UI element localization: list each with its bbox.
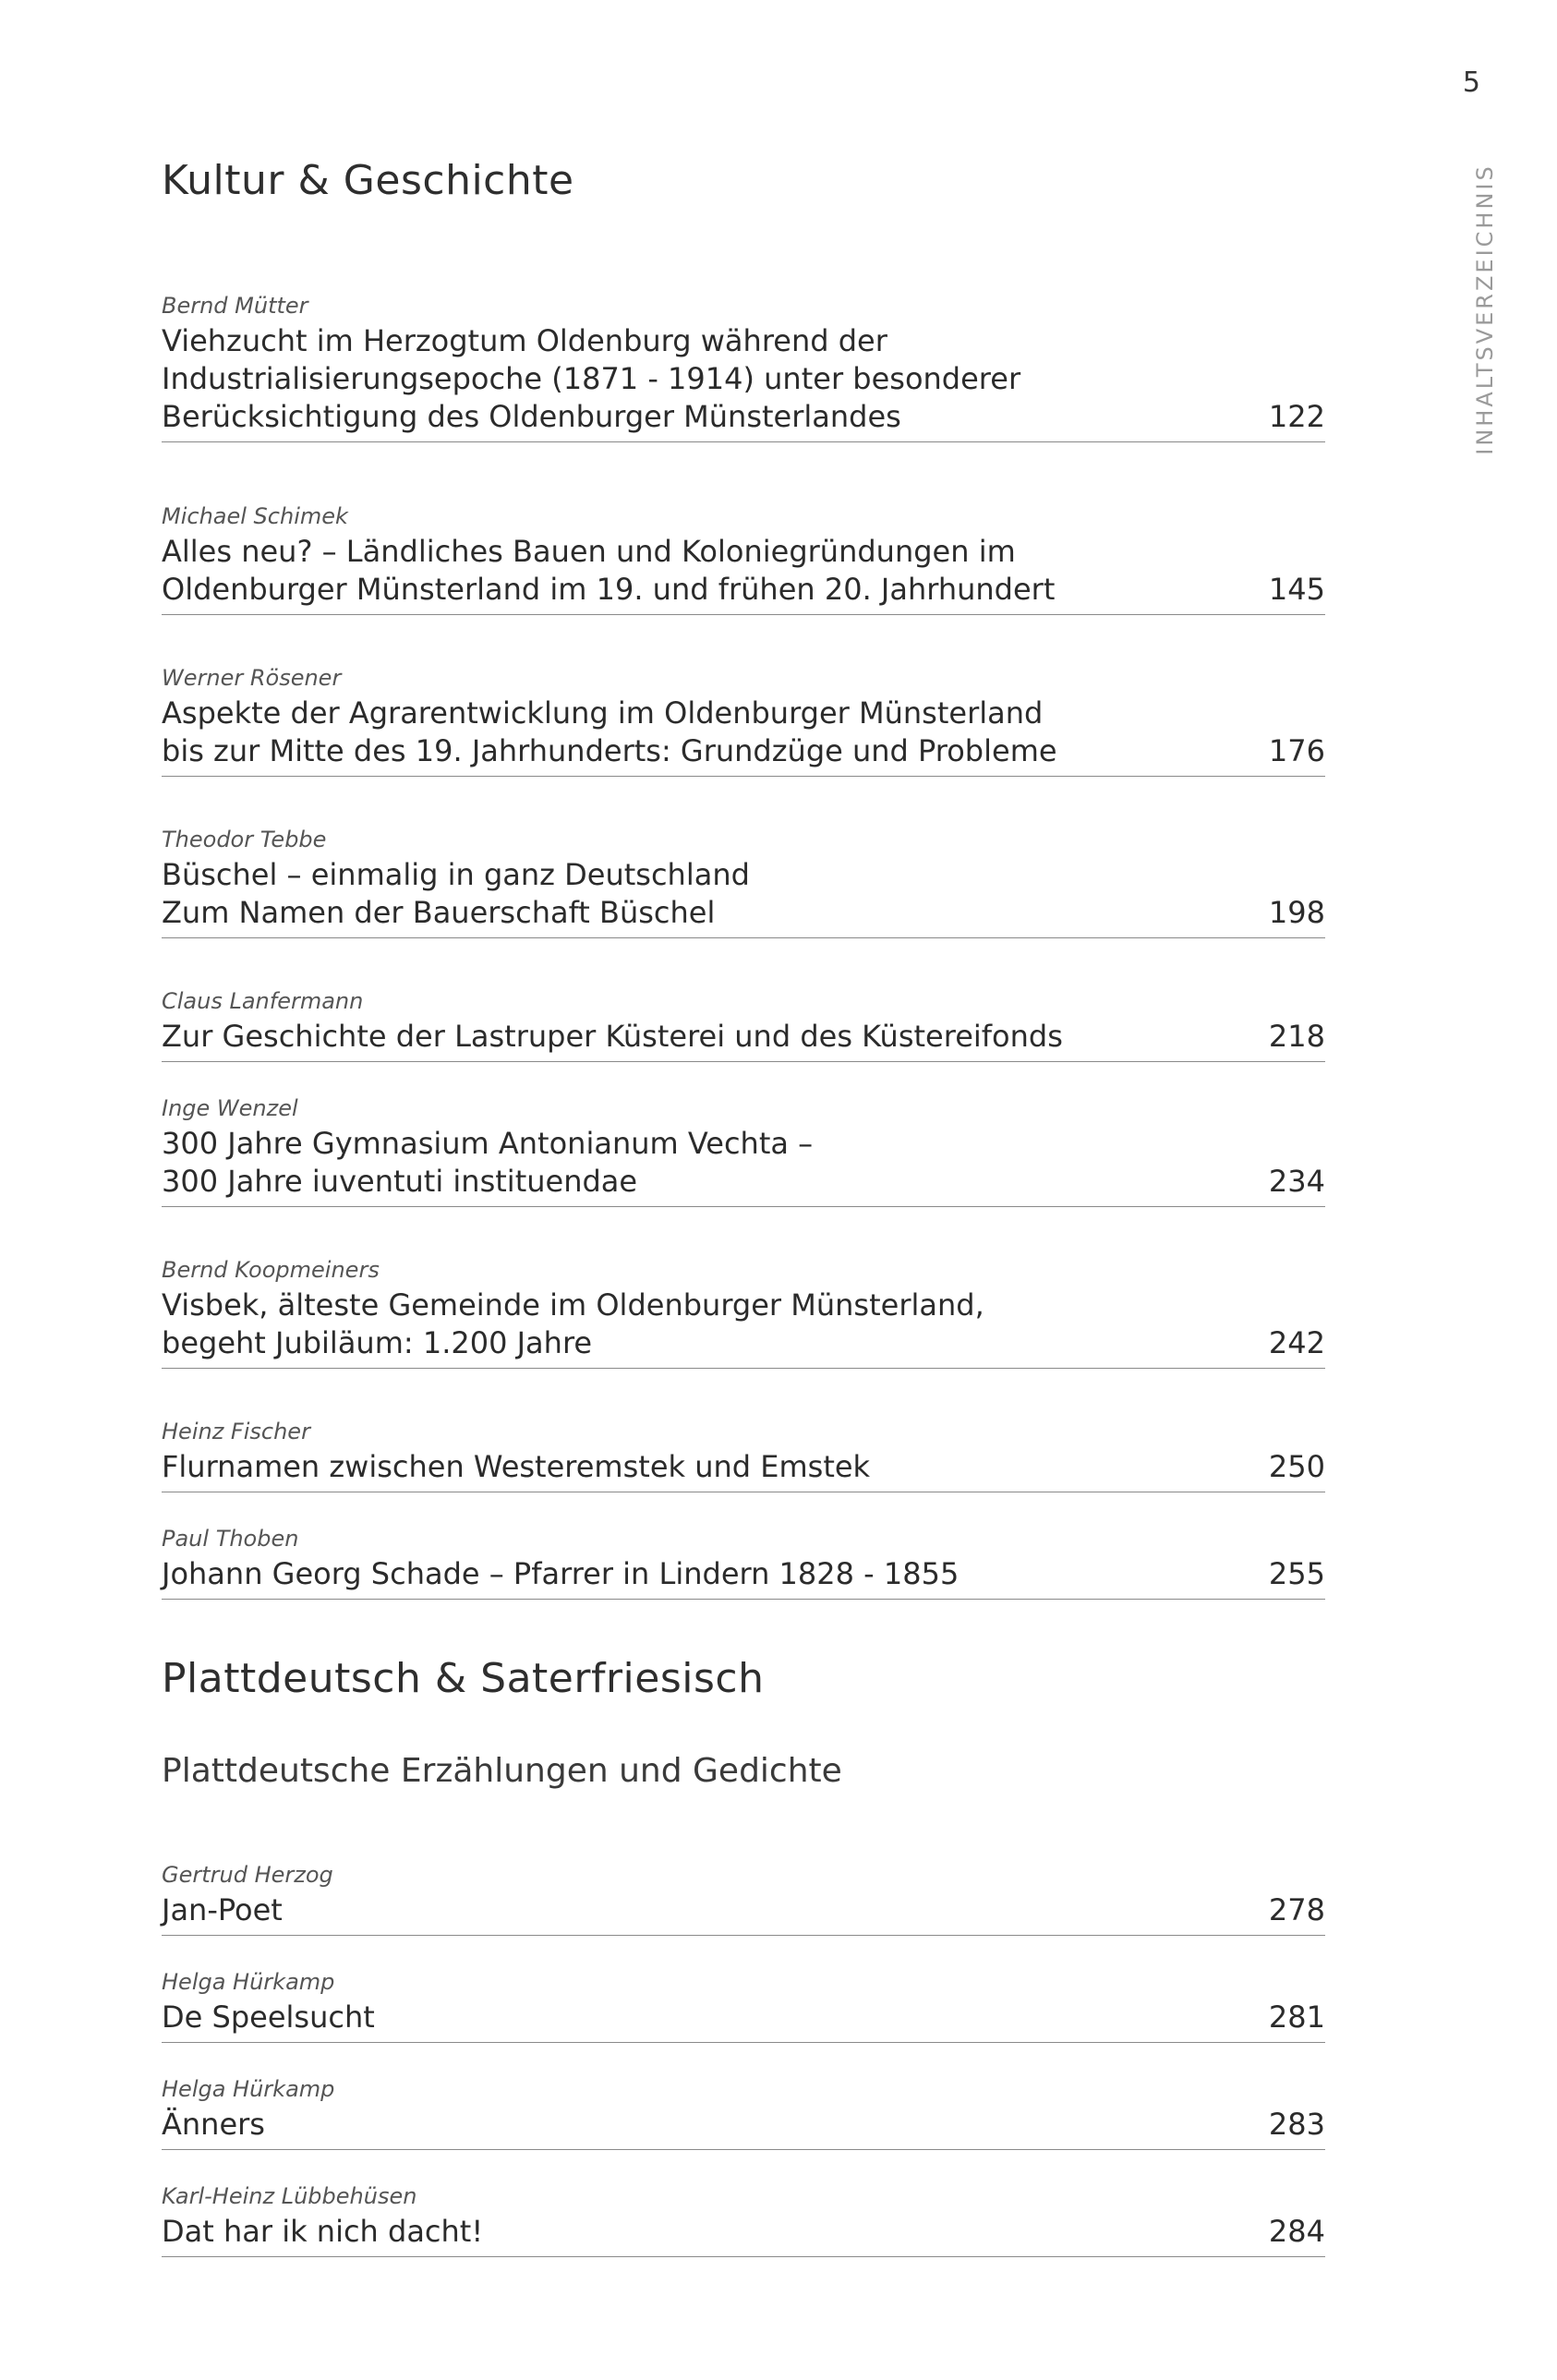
entry-title: 300 Jahre Gymnasium Antonianum Vechta – 300 Jahre iuventuti instituendae xyxy=(162,1126,814,1199)
entry-title: Dat har ik nich dacht! xyxy=(162,2214,484,2249)
entry-page: 218 xyxy=(1268,1019,1325,1054)
entry-page: 250 xyxy=(1268,1449,1325,1484)
toc-entry xyxy=(162,1417,1325,1492)
entry-author: Bernd Mütter xyxy=(162,293,308,319)
toc-entry xyxy=(162,501,1325,615)
entry-title: Alles neu? – Ländliches Bauen und Koloniegründungen im Oldenburger Münsterland im 19. und frühen 20. Jahrhundert xyxy=(162,534,1056,607)
entry-page: 176 xyxy=(1268,733,1325,768)
side-label xyxy=(1471,157,1499,462)
toc-entry xyxy=(162,1860,1325,1936)
entry-title: Jan-Poet xyxy=(162,1892,283,1927)
entry-page: 283 xyxy=(1268,2107,1325,2142)
entry-title: Zur Geschichte der Lastruper Küsterei und des Küstereifonds xyxy=(162,1019,1063,1054)
entry-page: 198 xyxy=(1268,895,1325,930)
toc-entry xyxy=(162,291,1325,442)
entry-author: Heinz Fischer xyxy=(162,1419,310,1444)
toc-entry xyxy=(162,986,1325,1062)
toc-entry xyxy=(162,2074,1325,2150)
entry-author: Paul Thoben xyxy=(162,1526,299,1552)
toc-entry xyxy=(162,825,1325,938)
entry-title: Viehzucht im Herzogtum Oldenburg während der Industrialisierungsepoche (1871 - 1914) unter besonderer Berücksichtigung des Oldenburger Münsterlandes xyxy=(162,323,1021,434)
entry-title: Johann Georg Schade – Pfarrer in Lindern 1828 - 1855 xyxy=(162,1556,960,1591)
entry-author: Karl-Heinz Lübbehüsen xyxy=(162,2183,417,2209)
entry-title: Visbek, älteste Gemeinde im Oldenburger Münsterland, begeht Jubiläum: 1.200 Jahre xyxy=(162,1287,984,1360)
entry-page: 284 xyxy=(1268,2214,1325,2249)
section-title-kultur: Kultur & Geschichte xyxy=(162,157,574,204)
entry-author: Bernd Koopmeiners xyxy=(162,1257,380,1283)
entry-author: Gertrud Herzog xyxy=(162,1862,333,1888)
entry-author: Helga Hürkamp xyxy=(162,1969,335,1995)
entry-title: Flurnamen zwischen Westeremstek und Emstek xyxy=(162,1449,871,1484)
entry-page: 234 xyxy=(1268,1164,1325,1199)
section-subtitle-platt: Plattdeutsche Erzählungen und Gedichte xyxy=(162,1752,842,1790)
entry-page: 242 xyxy=(1268,1325,1325,1360)
entry-title: Aspekte der Agrarentwicklung im Oldenburger Münsterland bis zur Mitte des 19. Jahrhunderts: Grundzüge und Probleme xyxy=(162,695,1057,768)
toc-entry xyxy=(162,2181,1325,2257)
toc-entry xyxy=(162,1524,1325,1600)
toc-entry xyxy=(162,1255,1325,1369)
entry-author: Helga Hürkamp xyxy=(162,2076,335,2102)
entry-page: 122 xyxy=(1268,399,1325,434)
entry-author: Theodor Tebbe xyxy=(162,827,327,852)
entry-page: 145 xyxy=(1268,572,1325,607)
section-title-platt: Plattdeutsch & Saterfriesisch xyxy=(162,1655,765,1702)
toc-content xyxy=(162,157,1325,2257)
entry-page: 278 xyxy=(1268,1892,1325,1927)
page-number: 5 xyxy=(1462,66,1480,99)
entry-author: Inge Wenzel xyxy=(162,1095,298,1121)
entry-page: 281 xyxy=(1268,1999,1325,2035)
entry-page: 255 xyxy=(1268,1556,1325,1591)
entry-title: Änners xyxy=(162,2107,265,2142)
toc-entry xyxy=(162,1093,1325,1207)
side-label-text: INHALTSVERZEICHNIS xyxy=(1472,163,1498,455)
entry-author: Michael Schimek xyxy=(162,503,348,529)
entry-author: Werner Rösener xyxy=(162,665,342,691)
toc-entry xyxy=(162,1967,1325,2043)
entry-author: Claus Lanfermann xyxy=(162,988,364,1014)
entry-title: Büschel – einmalig in ganz Deutschland Zum Namen der Bauerschaft Büschel xyxy=(162,857,750,930)
toc-entry xyxy=(162,663,1325,777)
entry-title: De Speelsucht xyxy=(162,1999,375,2035)
